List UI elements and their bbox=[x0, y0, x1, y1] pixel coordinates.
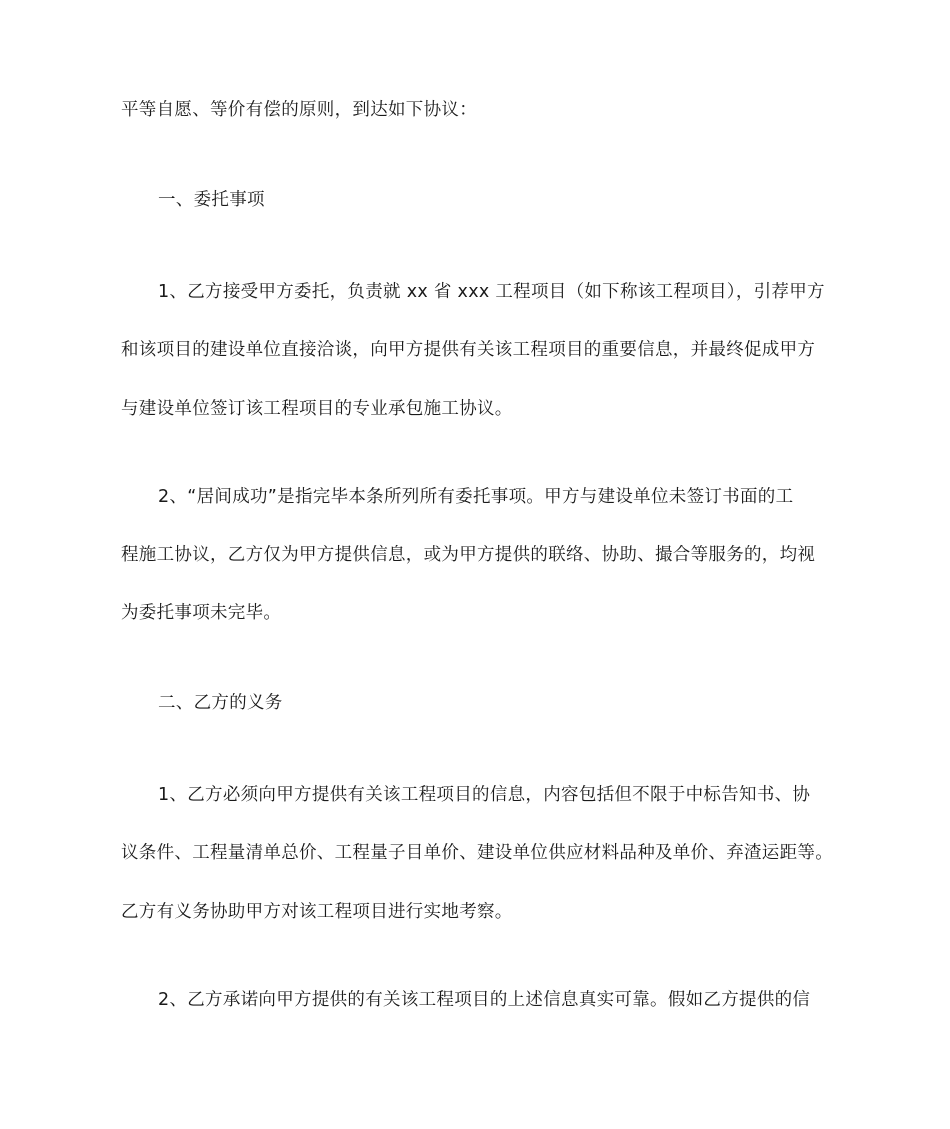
text-line: 平等自愿、等价有偿的原则，到达如下协议： bbox=[121, 100, 477, 120]
text-line: 与建设单位签订该工程项目的专业承包施工协议。 bbox=[121, 399, 513, 419]
text-line: 1、乙方接受甲方委托，负责就 xx 省 xxx 工程项目（如下称该工程项目），引荐甲方 bbox=[158, 282, 825, 302]
text-line: 议条件、工程量清单总价、工程量子目单价、建设单位供应材料品种及单价、弃渣运距等。 bbox=[121, 843, 833, 863]
text-line: 乙方有义务协助甲方对该工程项目进行实地考察。 bbox=[121, 902, 513, 922]
section-heading: 一、委托事项 bbox=[158, 190, 265, 210]
text-line: 1、乙方必须向甲方提供有关该工程项目的信息，内容包括但不限于中标告知书、协 bbox=[158, 785, 811, 805]
section-heading: 二、乙方的义务 bbox=[158, 693, 283, 713]
text-line: 为委托事项未完毕。 bbox=[121, 603, 282, 623]
text-line: 2、“居间成功”是指完毕本条所列所有委托事项。甲方与建设单位未签订书面的工 bbox=[158, 487, 794, 507]
text-line: 2、乙方承诺向甲方提供的有关该工程项目的上述信息真实可靠。假如乙方提供的信 bbox=[158, 990, 811, 1010]
text-line: 程施工协议，乙方仅为甲方提供信息，或为甲方提供的联络、协助、撮合等服务的，均视 bbox=[121, 545, 816, 565]
text-line: 和该项目的建设单位直接洽谈，向甲方提供有关该工程项目的重要信息，并最终促成甲方 bbox=[121, 340, 816, 360]
